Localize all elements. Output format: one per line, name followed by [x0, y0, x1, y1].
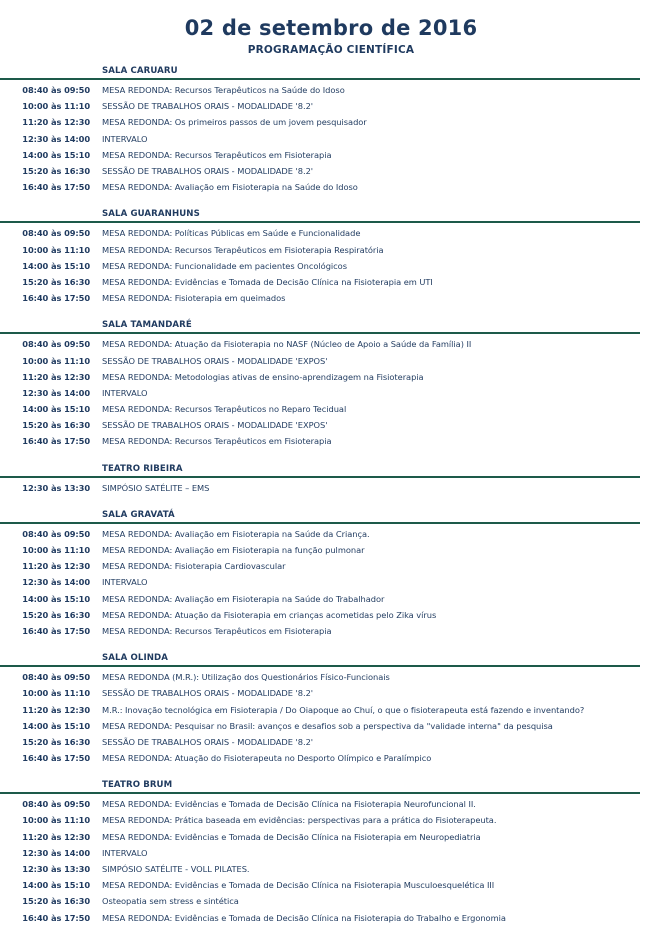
time-slot: 16:40 às 17:50 [22, 625, 90, 636]
time-slot: 14:00 às 15:10 [22, 149, 90, 160]
section-room-name: SALA CARUARU [102, 66, 178, 76]
time-slot: 11:20 às 12:30 [22, 831, 90, 842]
section-divider [0, 78, 640, 80]
section-room-name: SALA TAMANDARÉ [102, 320, 192, 331]
schedule-section [0, 778, 662, 926]
time-slot: 15:20 às 16:30 [22, 276, 90, 287]
schedule-row [0, 812, 662, 828]
event-title: MESA REDONDA: Metodologias ativas de ensino-aprendizagem na Fisioterapia [102, 371, 424, 382]
event-title: MESA REDONDA: Fisioterapia em queimados [102, 293, 286, 304]
time-slot: 11:20 às 12:30 [22, 561, 90, 572]
event-title: INTERVALO [102, 847, 148, 858]
event-title: MESA REDONDA: Recursos Terapêuticos na Saúde do Idoso [102, 85, 345, 96]
event-title: SIMPÓSIO SATÉLITE - VOLL PILATES. [102, 864, 250, 875]
schedule-row [0, 114, 662, 130]
section-room-name: SALA GRAVATÁ [102, 509, 175, 520]
time-slot: 08:40 às 09:50 [22, 799, 90, 810]
time-slot: 08:40 às 09:50 [22, 339, 90, 350]
schedule-row [0, 225, 662, 241]
time-slot: 10:00 às 11:10 [22, 688, 90, 699]
schedule-row [0, 274, 662, 290]
schedule-row [0, 290, 662, 306]
schedule-row [0, 829, 662, 845]
schedule-section [0, 508, 662, 639]
time-slot: 16:40 às 17:50 [22, 436, 90, 447]
time-slot: 14:00 às 15:10 [22, 593, 90, 604]
time-slot: 08:40 às 09:50 [22, 85, 90, 96]
time-slot: 14:00 às 15:10 [22, 880, 90, 891]
event-title: MESA REDONDA: Recursos Terapêuticos em Fisioterapia [102, 149, 332, 160]
time-slot: 16:40 às 17:50 [22, 182, 90, 193]
event-title: MESA REDONDA: Atuação da Fisioterapia no NASF (Núcleo de Apoio a Saúde da Família) II [102, 339, 472, 350]
time-slot: 12:30 às 14:00 [22, 847, 90, 858]
time-slot: 11:20 às 12:30 [22, 704, 90, 715]
time-slot: 11:20 às 12:30 [22, 117, 90, 128]
event-title: MESA REDONDA: Políticas Públicas em Saúde e Funcionalidade [102, 228, 361, 239]
schedule-row [0, 369, 662, 385]
event-title: MESA REDONDA: Avaliação em Fisioterapia na Saúde da Criança. [102, 528, 370, 539]
time-slot: 12:30 às 14:00 [22, 577, 90, 588]
schedule-row [0, 147, 662, 163]
time-slot: 15:20 às 16:30 [22, 736, 90, 747]
schedule-row [0, 701, 662, 717]
schedule-row [0, 750, 662, 766]
event-title: MESA REDONDA: Evidências e Tomada de Decisão Clínica na Fisioterapia Neurofuncional II. [102, 799, 476, 810]
event-title: SESSÃO DE TRABALHOS ORAIS - MODALIDADE '8.2' [102, 101, 314, 112]
time-slot: 12:30 às 14:00 [22, 133, 90, 144]
event-title: SESSÃO DE TRABALHOS ORAIS - MODALIDADE 'EXPOS' [102, 420, 328, 431]
schedule-row [0, 401, 662, 417]
event-title: MESA REDONDA: Evidências e Tomada de Decisão Clínica na Fisioterapia Musculoesquelética III [102, 880, 495, 891]
time-slot: 08:40 às 09:50 [22, 528, 90, 539]
schedule-row [0, 336, 662, 352]
section-divider [0, 332, 640, 334]
section-room-name: SALA OLINDA [102, 653, 169, 664]
event-title: INTERVALO [102, 387, 148, 398]
event-title: MESA REDONDA: Recursos Terapêuticos no Reparo Tecidual [102, 404, 347, 415]
schedule-row [0, 417, 662, 433]
event-title: MESA REDONDA: Atuação do Fisioterapeuta no Desporto Olímpico e Paralímpico [102, 753, 432, 764]
schedule-row [0, 179, 662, 195]
event-title: MESA REDONDA (M.R.): Utilização dos Questionários Físico-Funcionais [102, 672, 390, 683]
schedule-row [0, 877, 662, 893]
section-divider [0, 476, 640, 478]
schedule-row [0, 845, 662, 861]
schedule-row [0, 258, 662, 274]
schedule-row [0, 352, 662, 368]
event-title: MESA REDONDA: Os primeiros passos de um jovem pesquisador [102, 117, 367, 128]
schedule-row [0, 163, 662, 179]
schedule-row [0, 82, 662, 98]
event-title: MESA REDONDA: Recursos Terapêuticos em Fisioterapia Respiratória [102, 244, 384, 255]
section-divider [0, 665, 640, 667]
time-slot: 12:30 às 13:30 [22, 482, 90, 493]
event-title: INTERVALO [102, 133, 148, 144]
schedule-row [0, 574, 662, 590]
time-slot: 11:20 às 12:30 [22, 371, 90, 382]
schedule-row [0, 685, 662, 701]
time-slot: 10:00 às 11:10 [22, 101, 90, 112]
event-title: Osteopatia sem stress e sintética [102, 896, 239, 907]
event-title: MESA REDONDA: Evidências e Tomada de Decisão Clínica na Fisioterapia do Trabalho e Ergonomia [102, 912, 506, 923]
schedule-section [0, 318, 662, 449]
schedule-row [0, 591, 662, 607]
time-slot: 12:30 às 13:30 [22, 864, 90, 875]
event-title: MESA REDONDA: Prática baseada em evidências: perspectivas para a prática do Fisioterapeuta. [102, 815, 497, 826]
time-slot: 15:20 às 16:30 [22, 896, 90, 907]
event-title: MESA REDONDA: Avaliação em Fisioterapia na Saúde do Trabalhador [102, 593, 385, 604]
schedule-row [0, 623, 662, 639]
schedule-row [0, 131, 662, 147]
time-slot: 15:20 às 16:30 [22, 420, 90, 431]
event-title: SESSÃO DE TRABALHOS ORAIS - MODALIDADE '8.2' [102, 688, 314, 699]
page-title: 02 de setembro de 2016 [184, 16, 478, 40]
schedule-row [0, 893, 662, 909]
event-title: INTERVALO [102, 577, 148, 588]
schedule-row [0, 542, 662, 558]
schedule-row [0, 669, 662, 685]
event-title: SESSÃO DE TRABALHOS ORAIS - MODALIDADE '8.2' [102, 166, 314, 177]
time-slot: 12:30 às 14:00 [22, 387, 90, 398]
event-title: MESA REDONDA: Avaliação em Fisioterapia na Saúde do Idoso [102, 182, 358, 193]
time-slot: 10:00 às 11:10 [22, 355, 90, 366]
schedule-section [0, 64, 662, 195]
time-slot: 10:00 às 11:10 [22, 815, 90, 826]
schedule-section [0, 207, 662, 306]
time-slot: 15:20 às 16:30 [22, 166, 90, 177]
time-slot: 16:40 às 17:50 [22, 293, 90, 304]
schedule [0, 64, 662, 938]
schedule-row [0, 385, 662, 401]
schedule-row [0, 796, 662, 812]
event-title: SESSÃO DE TRABALHOS ORAIS - MODALIDADE '8.2' [102, 736, 314, 747]
section-room-name: TEATRO BRUM [102, 780, 173, 791]
schedule-row [0, 734, 662, 750]
time-slot: 10:00 às 11:10 [22, 244, 90, 255]
schedule-section [0, 462, 662, 496]
schedule-row [0, 910, 662, 926]
schedule-row [0, 480, 662, 496]
page-subtitle: PROGRAMAÇÃO CIENTÍFICA [247, 44, 415, 56]
section-room-name: SALA GUARANHUNS [102, 209, 200, 220]
event-title: MESA REDONDA: Fisioterapia Cardiovascular [102, 561, 286, 572]
schedule-section [0, 651, 662, 766]
schedule-row [0, 98, 662, 114]
event-title: MESA REDONDA: Pesquisar no Brasil: avanços e desafios sob a perspectiva da "validade interna" da pesquisa [102, 720, 553, 731]
time-slot: 16:40 às 17:50 [22, 753, 90, 764]
time-slot: 15:20 às 16:30 [22, 609, 90, 620]
section-room-name: TEATRO RIBEIRA [102, 463, 183, 474]
schedule-row [0, 558, 662, 574]
time-slot: 14:00 às 15:10 [22, 260, 90, 271]
schedule-row [0, 607, 662, 623]
time-slot: 14:00 às 15:10 [22, 720, 90, 731]
time-slot: 08:40 às 09:50 [22, 228, 90, 239]
schedule-row [0, 433, 662, 449]
section-divider [0, 792, 640, 794]
event-title: M.R.: Inovação tecnológica em Fisioterapia / Do Oiapoque ao Chuí, o que o fisioterapeuta está fazendo e inventando? [102, 704, 585, 715]
section-divider [0, 221, 640, 223]
schedule-row [0, 718, 662, 734]
event-title: SIMPÓSIO SATÉLITE – EMS [102, 482, 210, 493]
event-title: MESA REDONDA: Atuação da Fisioterapia em crianças acometidas pelo Zika vírus [102, 609, 437, 620]
schedule-row [0, 242, 662, 258]
event-title: MESA REDONDA: Recursos Terapêuticos em Fisioterapia [102, 436, 332, 447]
event-title: MESA REDONDA: Evidências e Tomada de Decisão Clínica na Fisioterapia em Neuropediatria [102, 831, 481, 842]
schedule-row [0, 526, 662, 542]
event-title: MESA REDONDA: Funcionalidade em pacientes Oncológicos [102, 260, 347, 271]
event-title: MESA REDONDA: Avaliação em Fisioterapia na função pulmonar [102, 545, 365, 556]
schedule-row [0, 861, 662, 877]
time-slot: 16:40 às 17:50 [22, 912, 90, 923]
event-title: MESA REDONDA: Evidências e Tomada de Decisão Clínica na Fisioterapia em UTI [102, 276, 433, 287]
time-slot: 08:40 às 09:50 [22, 672, 90, 683]
time-slot: 14:00 às 15:10 [22, 404, 90, 415]
time-slot: 10:00 às 11:10 [22, 545, 90, 556]
section-divider [0, 522, 640, 524]
event-title: MESA REDONDA: Recursos Terapêuticos em Fisioterapia [102, 625, 332, 636]
event-title: SESSÃO DE TRABALHOS ORAIS - MODALIDADE 'EXPOS' [102, 355, 328, 366]
